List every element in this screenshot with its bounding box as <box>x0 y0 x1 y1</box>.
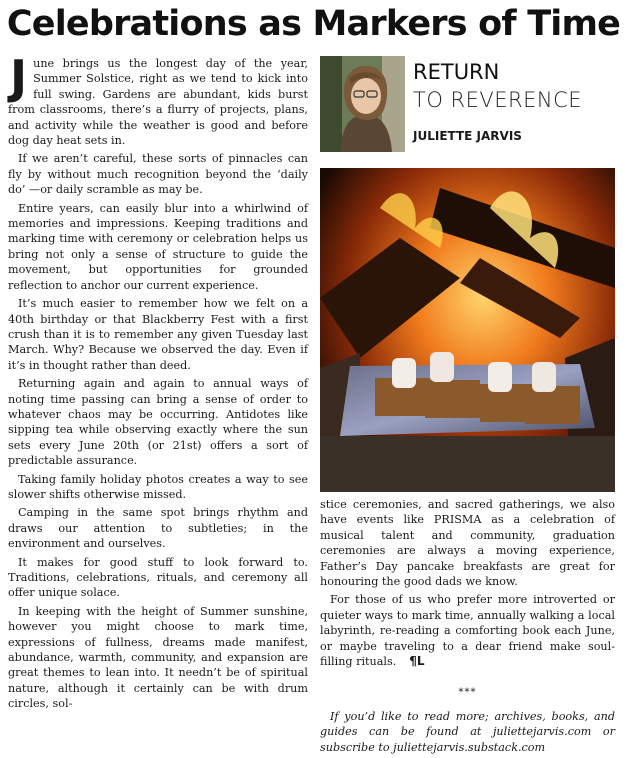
article-column-right <box>320 56 620 754</box>
paragraph-1-text: une brings us the longest day of the year, Summer Solstice, right as we tend to kick into full swing. Gardens are abundant, kids burst from classrooms, there’s a flurry of projects, plans, and activity while the weather is good and before dog day heat sets in. <box>8 57 308 148</box>
paragraph-6: Taking family holiday photos creates a way to see slower shifts otherwise missed. <box>8 472 308 501</box>
paragraph-4: It’s much easier to remember how we felt on a 40th birthday or that Blackberry Fest with a first crush than it is to remember any given Tuesday last March. Why? Because we observed the day. Even if it’s in thought rather than deed. <box>8 297 308 372</box>
column-title-line-1: RETURN <box>413 60 500 84</box>
author-footnote: If you’d like to read more; archives, books, and guides can be found at juliettejarvis.com or subscribe to juliettejarvis.substack.com <box>320 709 615 754</box>
section-separator: *** <box>458 687 477 699</box>
paragraph-11 <box>320 592 615 669</box>
paragraph-8: It makes for good stuff to look forward to. Traditions, celebrations, rituals, and ceremony all offer unique solace. <box>8 555 308 600</box>
column-title-line-2: TO REVERENCE <box>413 88 583 112</box>
article-column-left <box>8 50 308 715</box>
paragraph-7: Camping in the same spot brings rhythm and draws our attention to subtleties; in the environment and ourselves. <box>8 506 308 551</box>
paragraph-9: In keeping with the height of Summer sunshine, however you might choose to mark time, expressions of fullness, dreams made manifest, abundance, warmth, community, and expansion are great themes to lean into. It needn’t be of spiritual nature, although it certainly can be with drum circles, sol- <box>8 604 308 711</box>
paragraph-3: Entire years, can easily blur into a whirlwind of memories and impressions. Keeping traditions and marking time with ceremony or celebration helps us bring not only a sense of structure to guide the movement, but opportunities for grounded reflection to anchor our current experience. <box>8 201 308 292</box>
author-name: JULIETTE JARVIS <box>413 129 522 143</box>
author-portrait-icon <box>320 56 405 152</box>
paragraph-10: stice ceremonies, and sacred gatherings, we also have events like PRISMA as a celebration of musical talent and community, graduation ceremonies are always a moving experience, Father’s Day pancake breakfasts are great for honouring the good dads we know. <box>320 498 615 589</box>
drop-cap: J <box>10 50 28 104</box>
paragraph-1 <box>8 50 308 148</box>
end-mark-icon: ¶L <box>409 654 425 669</box>
headline: Celebrations as Markers of Time <box>6 4 621 44</box>
paragraph-5: Returning again and again to annual ways of noting time passing can bring a sense of order to whatever chaos may be occurring. Antidotes like sipping tea while observing exactly where the sun sets every June 20th (or 21st) offers a sort of predictable assurance. <box>8 377 308 468</box>
paragraph-11-text: For those of us who prefer more introverted or quieter ways to mark time, annually walking a local labyrinth, re-reading a comforting book each June, or maybe traveling to a dear friend make soul-filling rituals. <box>320 593 615 669</box>
paragraph-2: If we aren’t careful, these sorts of pinnacles can fly by without much recognition beyond the ‘daily do’ —or daily scramble as may be. <box>8 152 308 197</box>
column-byline <box>320 56 620 156</box>
article-column-right-text <box>320 497 615 758</box>
campfire-marshmallows-photo-icon <box>320 168 615 492</box>
